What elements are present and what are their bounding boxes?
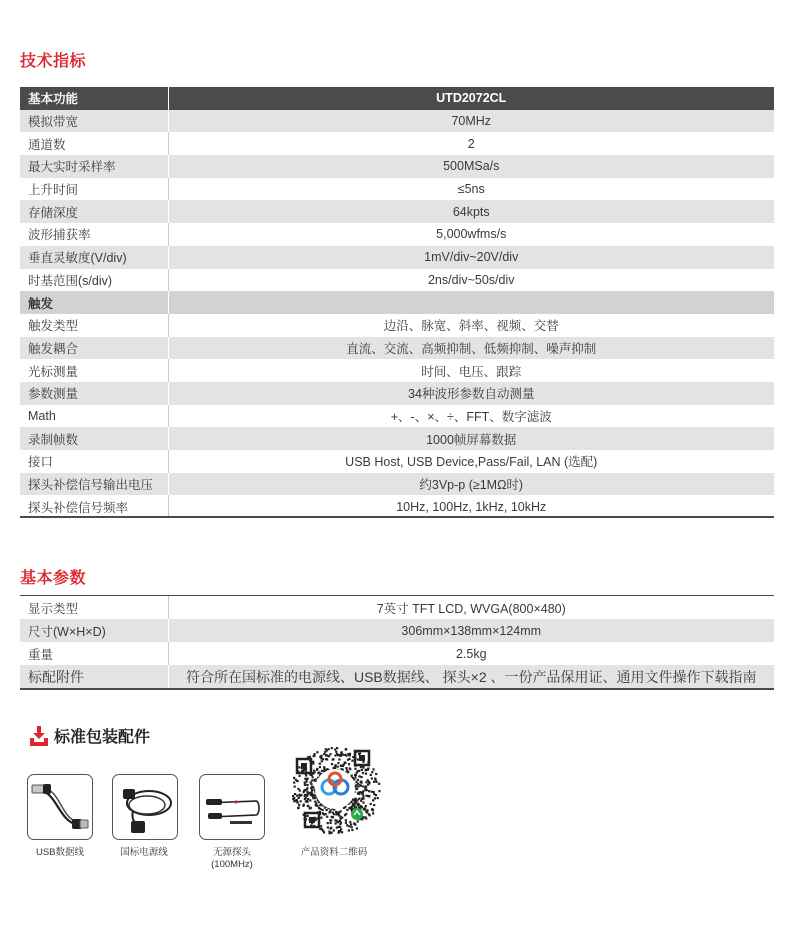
row-label: 接口 xyxy=(20,450,168,473)
spec-row xyxy=(20,314,774,337)
params-row xyxy=(20,596,774,619)
section-title-basic-params: 基本参数 xyxy=(20,570,87,587)
spec-header-model: UTD2072CL xyxy=(168,87,774,110)
params-table xyxy=(20,596,774,688)
probe-image xyxy=(199,774,265,840)
row-value: 34种波形参数自动测量 xyxy=(168,382,774,405)
row-label: 通道数 xyxy=(20,132,168,155)
row-label: 上升时间 xyxy=(20,178,168,201)
spec-row xyxy=(20,110,774,133)
row-label: 参数测量 xyxy=(20,382,168,405)
power-cable-label: 国标电源线 xyxy=(120,847,168,858)
spec-group-row-trigger xyxy=(20,291,774,314)
row-value: 7英寸 TFT LCD, WVGA(800×480) xyxy=(168,596,774,619)
row-label: 光标测量 xyxy=(20,359,168,382)
row-value xyxy=(168,291,774,314)
row-value: +、-、×、÷、FFT、数字滤波 xyxy=(168,405,774,428)
qr-code-label: 产品资料二维码 xyxy=(300,847,368,858)
qr-code-image xyxy=(289,743,381,835)
row-label: 触发耦合 xyxy=(20,337,168,360)
spec-row xyxy=(20,495,774,518)
usb-cable-icon xyxy=(28,775,92,839)
section-title-tech-specs: 技术指标 xyxy=(20,53,87,70)
spec-row xyxy=(20,223,774,246)
spec-row xyxy=(20,359,774,382)
row-value: 1mV/div~20V/div xyxy=(168,246,774,269)
row-value: 10Hz, 100Hz, 1kHz, 10kHz xyxy=(168,495,774,518)
spec-row xyxy=(20,178,774,201)
params-row xyxy=(20,642,774,665)
spec-header-label: 基本功能 xyxy=(20,87,168,110)
params-table-bottom-rule xyxy=(20,688,774,690)
row-label: 存储深度 xyxy=(20,200,168,223)
row-label: 探头补偿信号频率 xyxy=(20,495,168,518)
row-value: 64kpts xyxy=(168,200,774,223)
probe-label-line2: (100MHz) xyxy=(211,859,253,870)
row-value: 符合所在国标准的电源线、USB数据线、 探头×2 、一份产品保用证、通用文件操作下载指南 xyxy=(168,665,774,688)
row-value: 直流、交流、高频抑制、低频抑制、噪声抑制 xyxy=(168,337,774,360)
spec-row xyxy=(20,337,774,360)
download-box-icon xyxy=(30,726,48,746)
row-label: Math xyxy=(20,405,168,428)
row-value: 时间、电压、跟踪 xyxy=(168,359,774,382)
row-label: 波形捕获率 xyxy=(20,223,168,246)
row-label: 显示类型 xyxy=(20,596,168,619)
row-value: 1000帧屏幕数据 xyxy=(168,427,774,450)
row-label: 模拟带宽 xyxy=(20,110,168,133)
row-value: ≤5ns xyxy=(168,178,774,201)
row-label: 触发 xyxy=(20,291,168,314)
spec-header-row xyxy=(20,87,774,110)
spec-row xyxy=(20,450,774,473)
row-label: 时基范围(s/div) xyxy=(20,269,168,292)
row-label: 标配附件 xyxy=(20,665,168,688)
package-section-title xyxy=(30,724,150,747)
row-label: 触发类型 xyxy=(20,314,168,337)
row-value: USB Host, USB Device,Pass/Fail, LAN (选配) xyxy=(168,450,774,473)
row-label: 尺寸(W×H×D) xyxy=(20,619,168,642)
row-label: 重量 xyxy=(20,642,168,665)
spec-table-bottom-rule xyxy=(20,516,774,518)
usb-cable-image xyxy=(27,774,93,840)
row-label: 探头补偿信号输出电压 xyxy=(20,473,168,496)
row-value: 2 xyxy=(168,132,774,155)
params-row xyxy=(20,665,774,688)
spec-row xyxy=(20,473,774,496)
spec-row xyxy=(20,132,774,155)
row-value: 约3Vp-p (≥1MΩ时) xyxy=(168,473,774,496)
row-value: 5,000wfms/s xyxy=(168,223,774,246)
spec-row xyxy=(20,427,774,450)
row-value: 2ns/div~50s/div xyxy=(168,269,774,292)
spec-row xyxy=(20,405,774,428)
row-value: 2.5kg xyxy=(168,642,774,665)
power-cable-image xyxy=(112,774,178,840)
params-row xyxy=(20,619,774,642)
probe-label-line1: 无源探头 xyxy=(212,847,251,858)
row-value: 306mm×138mm×124mm xyxy=(168,619,774,642)
row-label: 最大实时采样率 xyxy=(20,155,168,178)
spec-row xyxy=(20,382,774,405)
row-value: 70MHz xyxy=(168,110,774,133)
usb-cable-label: USB数据线 xyxy=(35,847,85,858)
spec-row xyxy=(20,155,774,178)
row-value: 边沿、脉宽、斜率、视频、交替 xyxy=(168,314,774,337)
spec-table xyxy=(20,87,774,518)
spec-row xyxy=(20,269,774,292)
power-cable-icon xyxy=(113,775,177,839)
row-label: 垂直灵敏度(V/div) xyxy=(20,246,168,269)
spec-row xyxy=(20,200,774,223)
spec-row xyxy=(20,246,774,269)
row-label: 录制帧数 xyxy=(20,427,168,450)
probe-icon xyxy=(200,775,264,839)
package-title-text: 标准包装配件 xyxy=(54,729,151,746)
row-value: 500MSa/s xyxy=(168,155,774,178)
